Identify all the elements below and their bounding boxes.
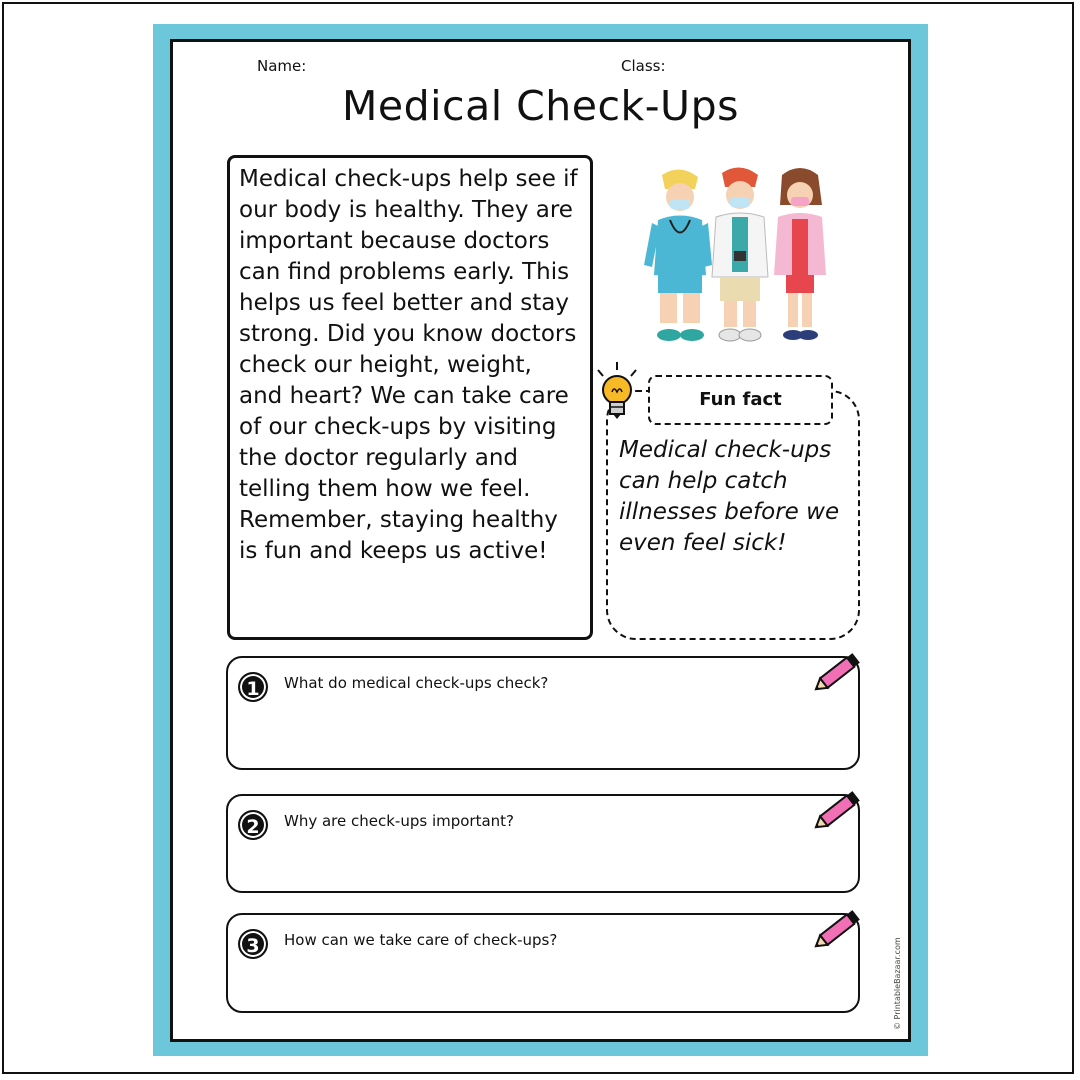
pencil-icon bbox=[810, 905, 866, 953]
doctor-middle bbox=[712, 167, 768, 341]
lightbulb-icon bbox=[592, 360, 642, 425]
reading-passage: Medical check-ups help see if our body is healthy. They are important because doctors can find problems early. This helps us feel better and stay strong. Did you know doctors check our height, weight, and heart? We can take care of our check-ups by visiting the doctor regularly and telling them how we feel. Remember, staying healthy is fun and keeps us active! bbox=[227, 155, 593, 640]
question-text: How can we take care of check-ups? bbox=[284, 931, 558, 949]
question-box-1[interactable] bbox=[226, 656, 860, 770]
doctor-right bbox=[774, 168, 826, 340]
fun-fact-text: Medical check-ups can help catch illnesses before we even feel sick! bbox=[619, 437, 840, 556]
question-box-2[interactable] bbox=[226, 794, 860, 893]
doctors-illustration-icon bbox=[640, 165, 840, 350]
question-number: 3 bbox=[238, 929, 268, 959]
fun-fact-label: Fun fact bbox=[648, 375, 833, 425]
page-title: Medical Check-Ups bbox=[342, 82, 739, 130]
question-text: Why are check-ups important? bbox=[284, 812, 515, 830]
class-label: Class: bbox=[621, 57, 666, 75]
question-number: 1 bbox=[238, 672, 268, 702]
pencil-icon bbox=[810, 648, 866, 696]
question-text: What do medical check-ups check? bbox=[284, 674, 549, 692]
doctor-left bbox=[644, 169, 712, 341]
name-label: Name: bbox=[257, 57, 307, 75]
pencil-icon bbox=[810, 786, 866, 834]
question-number: 2 bbox=[238, 810, 268, 840]
credit-text: © PrintableBazaar.com bbox=[893, 937, 902, 1030]
question-box-3[interactable] bbox=[226, 913, 860, 1013]
